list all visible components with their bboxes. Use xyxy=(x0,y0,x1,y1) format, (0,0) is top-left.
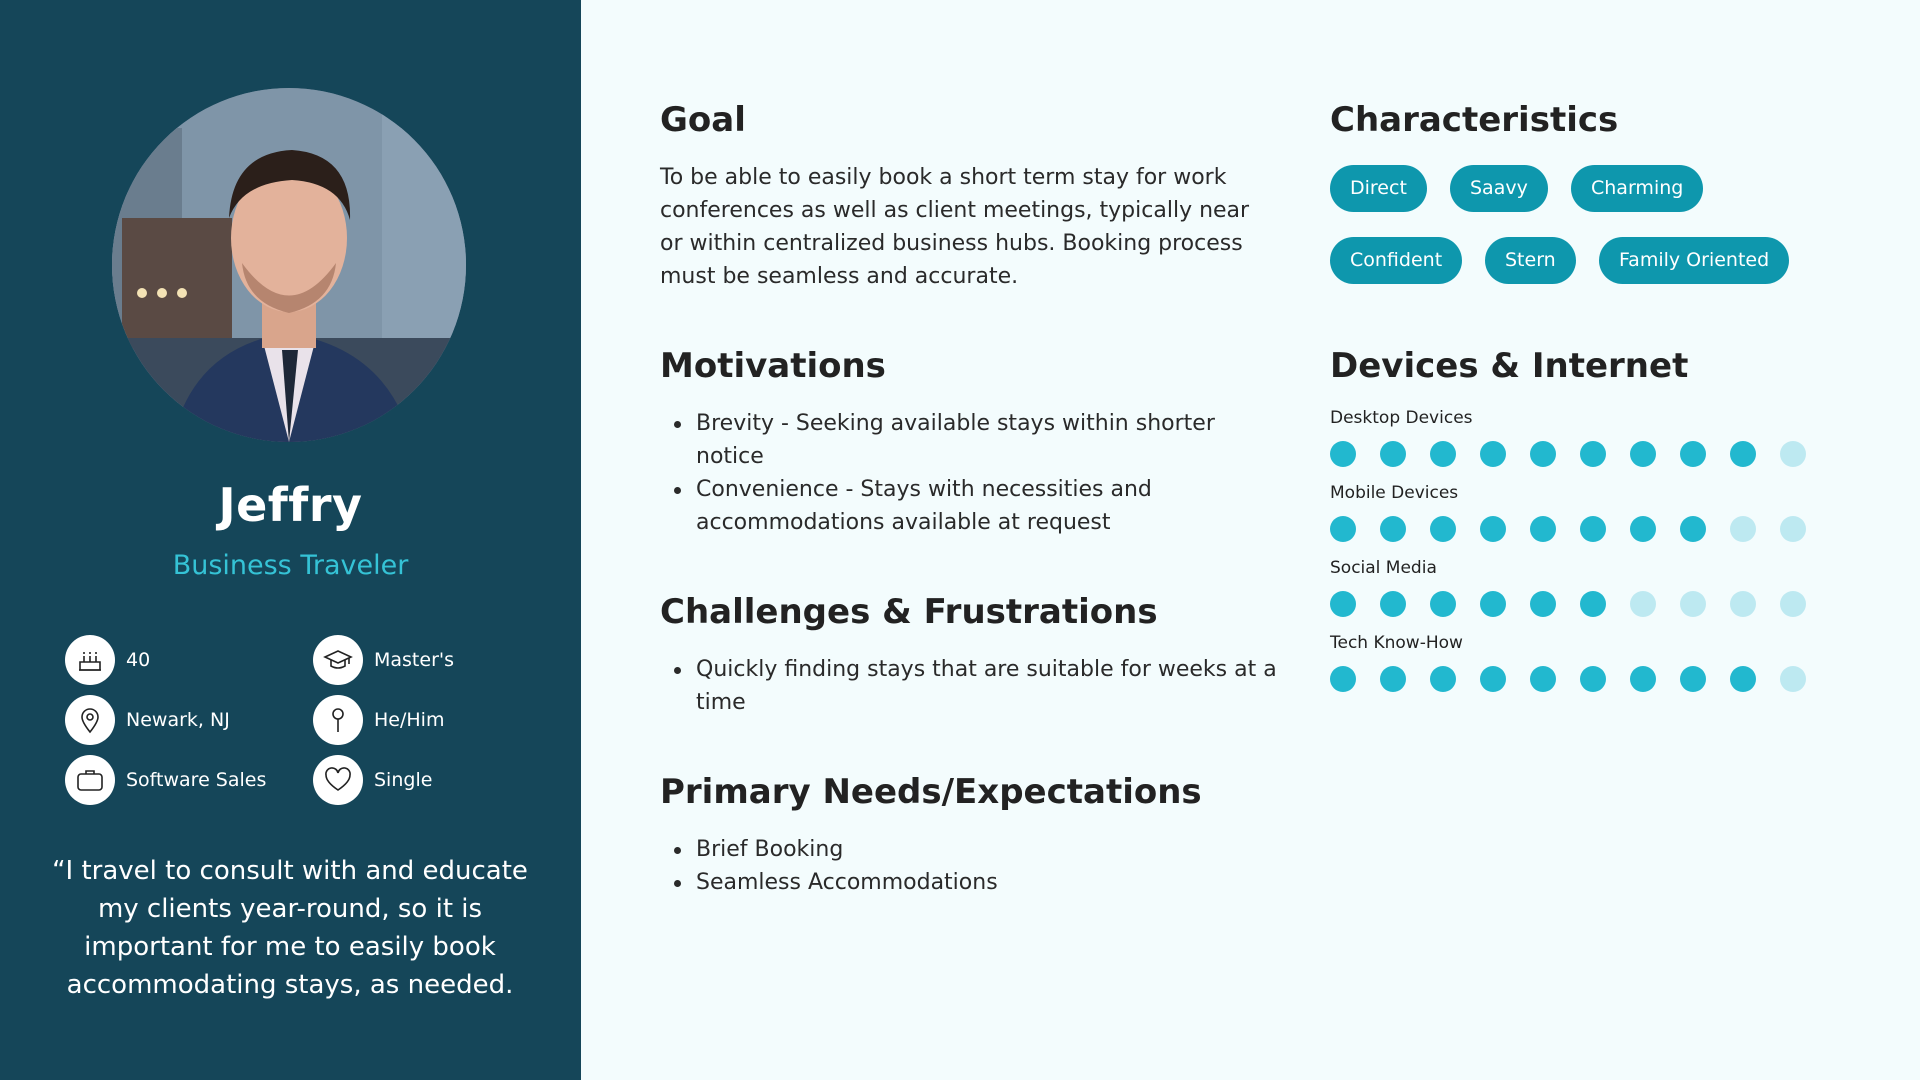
fact-relationship xyxy=(313,755,432,805)
location-pin-icon xyxy=(65,695,115,745)
fact-label: Master's xyxy=(374,649,455,671)
list-item: Convenience - Stays with necessities and accommodations available at request xyxy=(696,473,1286,539)
device-label-tech: Tech Know-How xyxy=(1330,633,1463,653)
trait-tag-stern: Stern xyxy=(1485,237,1576,284)
avatar xyxy=(112,88,466,442)
rating-dot-empty xyxy=(1780,516,1806,542)
fact-label: 40 xyxy=(126,649,151,671)
rating-dot-filled xyxy=(1380,441,1406,467)
rating-dot-filled xyxy=(1630,441,1656,467)
rating-dot-filled xyxy=(1530,591,1556,617)
rating-dot-filled xyxy=(1480,666,1506,692)
rating-dot-filled xyxy=(1480,441,1506,467)
goal-text: To be able to easily book a short term stay for work conferences as well as client meetings, typically near or within centralized business hubs. Booking process must be seamless and accurate. xyxy=(660,165,1250,289)
rating-dot-filled xyxy=(1330,516,1356,542)
rating-dot-empty xyxy=(1680,591,1706,617)
rating-dot-filled xyxy=(1680,441,1706,467)
list-item: Brief Booking xyxy=(696,833,1286,866)
trait-tag-charming: Charming xyxy=(1571,165,1703,212)
fact-age xyxy=(65,635,150,685)
rating-dot-filled xyxy=(1430,441,1456,467)
rating-dot-filled xyxy=(1680,516,1706,542)
motivations-list xyxy=(660,407,1286,539)
persona-name: Jeffry xyxy=(218,478,363,532)
device-label-social: Social Media xyxy=(1330,558,1437,578)
fact-pronouns xyxy=(313,695,444,745)
rating-dot-filled xyxy=(1530,666,1556,692)
heart-icon xyxy=(313,755,363,805)
challenges-list xyxy=(660,653,1286,719)
rating-dot-empty xyxy=(1780,441,1806,467)
rating-dot-filled xyxy=(1630,666,1656,692)
gender-pin-icon xyxy=(313,695,363,745)
rating-dot-empty xyxy=(1780,666,1806,692)
rating-dot-empty xyxy=(1730,516,1756,542)
trait-tag-direct: Direct xyxy=(1330,165,1427,212)
birthday-cake-icon xyxy=(65,635,115,685)
rating-dot-empty xyxy=(1630,591,1656,617)
characteristics-heading: Characteristics xyxy=(1330,100,1619,140)
challenges-heading: Challenges & Frustrations xyxy=(660,592,1158,632)
devices-heading: Devices & Internet xyxy=(1330,346,1689,386)
motivations-heading: Motivations xyxy=(660,346,886,386)
list-item: Seamless Accommodations xyxy=(696,866,1286,899)
persona-sidebar xyxy=(0,0,581,1080)
rating-dot-filled xyxy=(1580,441,1606,467)
rating-dot-filled xyxy=(1330,666,1356,692)
fact-label: He/Him xyxy=(374,709,445,731)
needs-heading: Primary Needs/Expectations xyxy=(660,772,1202,812)
device-label-mobile: Mobile Devices xyxy=(1330,483,1459,503)
portrait-illustration xyxy=(112,88,466,442)
needs-list xyxy=(660,833,1286,899)
fact-occupation xyxy=(65,755,266,805)
rating-dot-filled xyxy=(1530,516,1556,542)
rating-dot-filled xyxy=(1430,591,1456,617)
fact-location xyxy=(65,695,230,745)
goal-heading: Goal xyxy=(660,100,746,140)
rating-dot-filled xyxy=(1430,666,1456,692)
list-item: Quickly finding stays that are suitable for weeks at a time xyxy=(696,653,1286,719)
rating-dot-filled xyxy=(1580,666,1606,692)
persona-role: Business Traveler xyxy=(172,550,409,581)
rating-dot-filled xyxy=(1380,591,1406,617)
rating-dot-filled xyxy=(1730,666,1756,692)
trait-tag-saavy: Saavy xyxy=(1450,165,1548,212)
rating-dot-filled xyxy=(1380,666,1406,692)
graduation-cap-icon xyxy=(313,635,363,685)
rating-dot-filled xyxy=(1730,441,1756,467)
rating-dot-empty xyxy=(1730,591,1756,617)
rating-dot-filled xyxy=(1680,666,1706,692)
rating-dot-filled xyxy=(1330,441,1356,467)
fact-education xyxy=(313,635,454,685)
device-label-desktop: Desktop Devices xyxy=(1330,408,1473,428)
rating-dot-empty xyxy=(1780,591,1806,617)
fact-label: Newark, NJ xyxy=(126,709,230,731)
rating-dot-filled xyxy=(1530,441,1556,467)
persona-quote: “I travel to consult with and educate my clients year-round, so it is important for me to easily book accommodating stays, as needed. xyxy=(52,856,528,1000)
rating-dot-filled xyxy=(1330,591,1356,617)
rating-dot-filled xyxy=(1430,516,1456,542)
trait-tag-confident: Confident xyxy=(1330,237,1462,284)
rating-dot-filled xyxy=(1630,516,1656,542)
list-item: Brevity - Seeking available stays within shorter notice xyxy=(696,407,1286,473)
briefcase-icon xyxy=(65,755,115,805)
rating-dot-filled xyxy=(1380,516,1406,542)
rating-dot-filled xyxy=(1580,516,1606,542)
fact-label: Software Sales xyxy=(126,769,267,791)
fact-label: Single xyxy=(374,769,433,791)
trait-tag-family-oriented: Family Oriented xyxy=(1599,237,1789,284)
rating-dot-filled xyxy=(1480,516,1506,542)
rating-dot-filled xyxy=(1480,591,1506,617)
rating-dot-filled xyxy=(1580,591,1606,617)
